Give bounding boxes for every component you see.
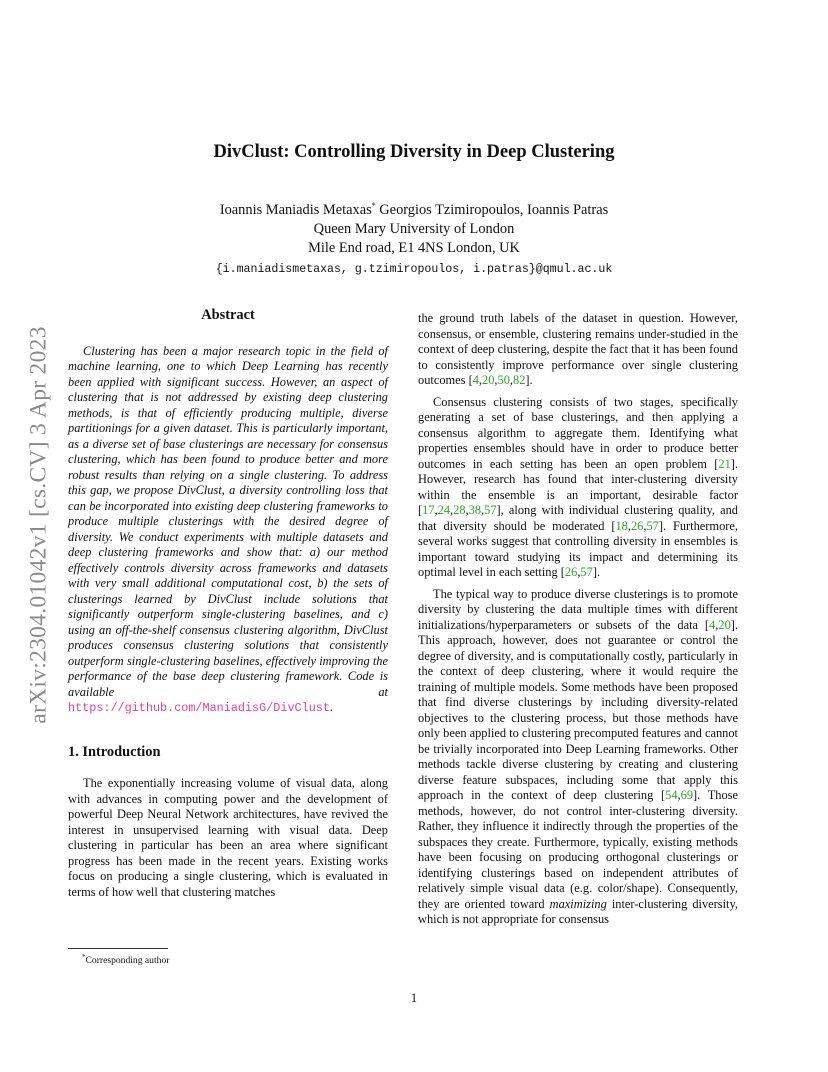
author-emails: {i.maniadismetaxas, g.tzimiropoulos, i.patras}@qmul.ac.uk — [215, 263, 613, 276]
citation-link[interactable]: 82 — [513, 373, 526, 387]
abstract-text — [68, 344, 388, 717]
citation-link[interactable]: 50 — [497, 373, 510, 387]
citation-link[interactable]: 69 — [680, 788, 694, 802]
citation-link[interactable]: 4 — [709, 617, 716, 632]
text-run: ]. This approach, however, does not guarantee or control the degree of diversity, and is computationally costly, particularly in the context of deep clustering, where it would require the training of multiple models. Some methods have been proposed that find diverse clusterings by including diversity-related objectives to the clustering process, but those methods have only been applied to clustering precomputed features and cannot be trivially incorporated into Deep Learning frameworks. Other methods tackle diverse clustering by creating and clustering diverse feature subspaces, including some that apply this approach in the context of deep clustering [ — [418, 617, 738, 802]
citation-link[interactable]: 57 — [484, 503, 497, 517]
other-authors: Georgios Tzimiropoulos, Ioannis Patras — [375, 202, 609, 218]
text-run: The typical way to produce diverse clusterings is to promote diversity by clustering the data multiple times with different initializations/hyperparameters or subsets of the data [ — [418, 586, 738, 632]
citation-link[interactable]: 17 — [422, 503, 435, 517]
citation-link[interactable]: 28 — [453, 503, 466, 517]
section-heading-introduction: 1. Introduction — [68, 743, 161, 760]
intro-paragraph-3: The typical way to produce diverse clusterings is to promote diversity by clustering the data multiple times with different initializations/hyperparameters or subsets of the data [4,20]. This approach, however, does not guarantee or control the degree of diversity, and is computationally costly, particularly in the context of deep clustering, where it would require the training of multiple models. Some methods have been proposed that find diverse clusterings by including diversity-related objectives to the clustering process, but those methods have only been applied to clustering precomputed features and cannot be trivially incorporated into Deep Learning frameworks. Other methods tackle diverse clustering by creating and clustering diverse feature subspaces, including some that apply this approach in the context of deep clustering [54,69]. Those methods, however, do not control inter-clustering diversity. Rather, they influence it indirectly through the properties of the subspaces they create. Furthermore, typically, existing methods have been focusing on producing orthogonal clusterings or identifying clusterings based on independent attributes of relatively simple visual data (e.g. color/shape). Consequently, they are oriented toward maximizing inter-clustering diversity, which is not appropriate for consensus — [418, 586, 738, 926]
author-block — [0, 196, 828, 279]
citation-link[interactable]: 4 — [472, 373, 479, 387]
intro-paragraph-1-continued: the ground truth labels of the dataset in question. However, consensus, or ensemble, clustering remains under-studied in the context of deep clustering, despite the fact that it has been found to consistently improve performance over single clustering outcomes [4,20,50,82]. — [418, 311, 738, 387]
affiliation: Queen Mary University of London — [313, 221, 515, 237]
citation-link[interactable]: 20 — [718, 617, 731, 632]
first-author: Ioannis Maniadis Metaxas — [219, 202, 372, 218]
citation-link[interactable]: 18 — [615, 518, 628, 533]
citation-link[interactable]: 26 — [630, 518, 644, 533]
abstract-end: . — [329, 700, 334, 714]
text-run: ]. — [525, 373, 533, 387]
emphasis-text: maximizing — [549, 896, 607, 911]
address: Mile End road, E1 4NS London, UK — [308, 240, 520, 256]
right-column — [418, 311, 738, 928]
text-run: ], along with individual clustering quality, and that diversity should be moderated [ — [418, 503, 738, 533]
citation-link[interactable]: 57 — [580, 565, 593, 579]
paper-title: DivClust: Controlling Diversity in Deep Clustering — [213, 142, 615, 162]
text-run: ]. Furthermore, several works suggest that controlling diversity in ensembles is important toward studying its impact and determining its optimal level in each setting [ — [418, 518, 738, 579]
text-run: ]. — [592, 565, 601, 579]
arxiv-identifier-stamp — [24, 290, 54, 760]
abstract-body-text: Clustering has been a major research topic in the field of machine learning, one to which Deep Learning has recently been applied with significant success. However, an aspect of clustering that is not addressed by existing deep clustering methods, is that of efficiently producing multiple, diverse partitionings for a given dataset. This is particularly important, as a diverse set of base clusterings are necessary for consensus clustering, which has been found to produce better and more robust results than relying on a single clustering. To address this gap, we propose DivClust, a diversity controlling loss that can be incorporated into existing deep clustering frameworks to produce multiple clusterings with the desired degree of diversity. We conduct experiments with multiple datasets and deep clustering frameworks and show that: a) our method effectively controls diversity across frameworks and datasets with very small additional computational cost, b) the sets of clusterings learned by DivClust include solutions that significantly outperform single-clustering baselines, and c) using an off-the-shelf consensus clustering algorithm, DivClust produces consensus clustering solutions that consistently outperform single-clustering baselines, effectively improving the performance of the base deep clustering framework. Code is available at — [68, 343, 388, 699]
footnote-mark: * — [82, 953, 86, 961]
citation-link[interactable]: 38 — [468, 503, 482, 517]
citation-link[interactable]: 57 — [646, 518, 659, 533]
text-run: Consensus clustering consists of two stages, specifically generating a set of base clusterings, and then applying a consensus algorithm to aggregate them. Identifying what properties ensembles should have in order to produce better outcomes in each setting has been an open problem [ — [418, 394, 738, 471]
page-number: 1 — [410, 991, 418, 1005]
text-run: the ground truth labels of the dataset in question. However, consensus, or ensemble, clustering remains under-studied in the context of deep clustering, despite the fact that it has been found to consistently improve performance over single clustering outcomes [ — [418, 311, 738, 387]
citation-link[interactable]: 54 — [665, 788, 678, 802]
text-run: ]. However, research has found that inter-clustering diversity within the ensemble is an important, desirable factor [ — [418, 456, 738, 517]
arxiv-identifier-text: arXiv:2304.01042v1 [cs.CV] 3 Apr 2023 — [25, 326, 52, 724]
citation-link[interactable]: 24 — [437, 503, 451, 517]
footnote-text: Corresponding author — [85, 955, 170, 966]
code-link[interactable]: https://github.com/ManiadisG/DivClust — [68, 701, 330, 715]
author-names — [0, 196, 828, 220]
text-run: ]. Those methods, however, do not control inter-clustering diversity. Rather, they influence it indirectly through the properties of the subspaces they create. Furthermore, typically, existing methods have been focusing on producing orthogonal clusterings or identifying clusterings based on independent attributes of relatively simple visual data (e.g. color/shape). Consequently, they are oriented toward — [418, 788, 738, 911]
citation-link[interactable]: 26 — [564, 565, 578, 579]
corresponding-mark: * — [371, 201, 376, 210]
citation-link[interactable]: 20 — [482, 373, 495, 387]
left-column — [68, 308, 388, 900]
abstract-heading: Abstract — [201, 307, 255, 323]
citation-link[interactable]: 21 — [718, 456, 731, 471]
footnote-divider — [68, 948, 168, 949]
intro-paragraph-2: Consensus clustering consists of two stages, specifically generating a set of base clusterings, and then applying a consensus algorithm to aggregate them. Identifying what properties ensembles should have in order to produce better outcomes in each setting has been an open problem [21]. However, research has found that inter-clustering diversity within the ensemble is an important, desirable factor [17,24,28,38,57], along with individual clustering quality, and that diversity should be moderated [18,26,57]. Furthermore, several works suggest that controlling diversity in ensembles is important toward studying its impact and determining its optimal level in each setting [26,57]. — [418, 394, 738, 579]
intro-paragraph-1: The exponentially increasing volume of visual data, along with advances in computing power and the development of powerful Deep Neural Network architectures, have revived the interest in unsupervised learning with visual data. Deep clustering in particular has been an area where significant progress has been made in the recent years. Existing works focus on producing a single clustering, which is evaluated in terms of how well that clustering matches — [68, 776, 388, 899]
text-run: inter-clustering diversity, which is not appropriate for consensus — [418, 896, 738, 926]
footnote — [82, 953, 169, 966]
